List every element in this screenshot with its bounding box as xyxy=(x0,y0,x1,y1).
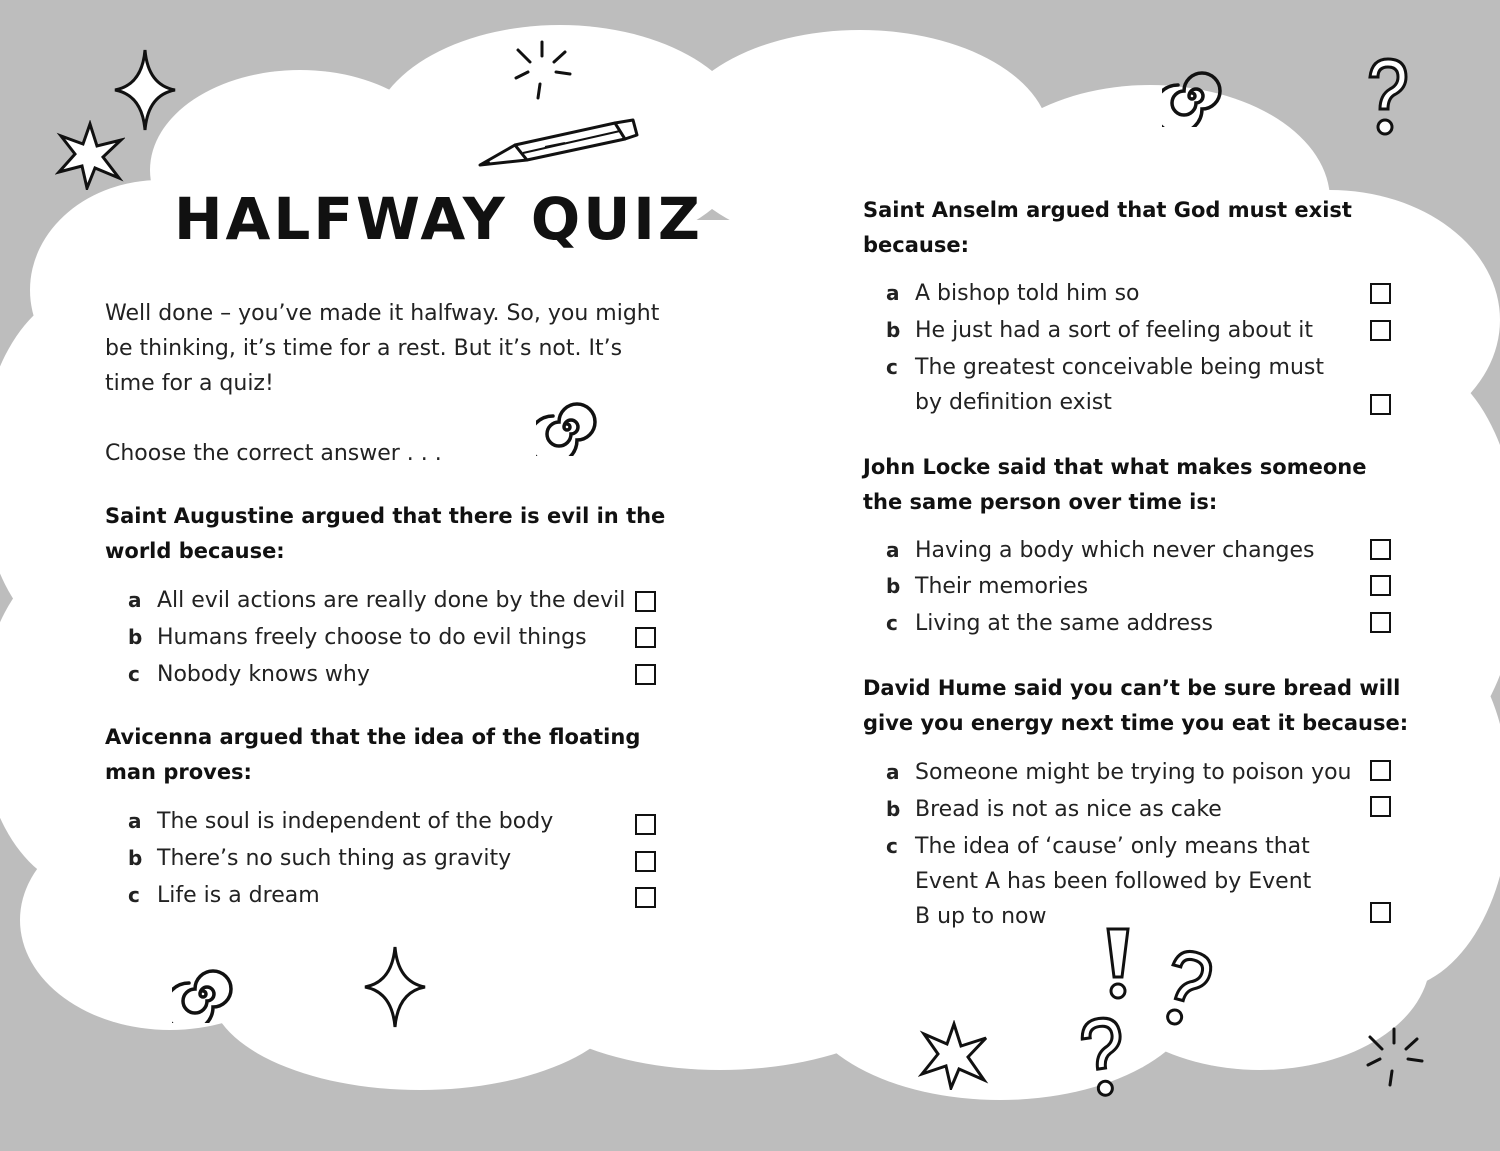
option-letter: b xyxy=(886,797,901,821)
spiral-icon xyxy=(536,398,598,456)
option-letter: c xyxy=(128,662,140,686)
option-text: A bishop told him so xyxy=(915,281,1140,306)
answer-checkbox[interactable] xyxy=(1370,796,1391,817)
exclamation-mark-icon xyxy=(1100,925,1136,1005)
answer-checkbox[interactable] xyxy=(1370,283,1391,304)
option-letter: b xyxy=(886,574,901,598)
answer-checkbox[interactable] xyxy=(635,591,656,612)
option-letter: c xyxy=(886,611,898,635)
option-text: All evil actions are really done by the devil xyxy=(157,588,626,613)
option-letter: a xyxy=(886,281,900,305)
spiral-icon xyxy=(1162,65,1222,127)
question-line: Saint Anselm argued that God must exist xyxy=(863,198,1352,222)
option-letter: a xyxy=(128,809,142,833)
answer-checkbox[interactable] xyxy=(635,887,656,908)
option-text: Living at the same address xyxy=(915,611,1213,636)
option-text: Humans freely choose to do evil things xyxy=(157,625,587,650)
answer-checkbox[interactable] xyxy=(1370,394,1391,415)
option-letter: a xyxy=(886,538,900,562)
question-line: Saint Augustine argued that there is evil in the xyxy=(105,504,666,528)
answer-checkbox[interactable] xyxy=(1370,320,1391,341)
answer-checkbox[interactable] xyxy=(635,664,656,685)
option-text: Bread is not as nice as cake xyxy=(915,797,1222,822)
question-line: give you energy next time you eat it because: xyxy=(863,711,1409,735)
question-heading xyxy=(863,450,1366,520)
answer-checkbox[interactable] xyxy=(1370,539,1391,560)
answer-checkbox[interactable] xyxy=(1370,612,1391,633)
intro-line: be thinking, it’s time for a rest. But it’s not. It’s xyxy=(105,336,623,361)
answer-checkbox[interactable] xyxy=(635,851,656,872)
question-mark-icon xyxy=(1360,55,1415,140)
option-letter: a xyxy=(886,760,900,784)
option-text: Nobody knows why xyxy=(157,662,370,687)
question-mark-icon xyxy=(1075,1012,1135,1102)
answer-checkbox[interactable] xyxy=(635,627,656,648)
intro-line: Well done – you’ve made it halfway. So, you might xyxy=(105,301,660,326)
question-heading xyxy=(863,193,1352,263)
burst-lines-icon xyxy=(1362,1025,1427,1090)
question-line: the same person over time is: xyxy=(863,490,1218,514)
question-line: because: xyxy=(863,233,969,257)
option-text: Their memories xyxy=(915,574,1089,599)
option-text: Event A has been followed by Event xyxy=(915,869,1312,894)
instruction-text: Choose the correct answer . . . xyxy=(105,441,442,466)
question-heading xyxy=(863,671,1408,741)
option-text: Life is a dream xyxy=(157,883,320,908)
option-text: The idea of ‘cause’ only means that xyxy=(915,834,1310,859)
answer-checkbox[interactable] xyxy=(1370,902,1391,923)
question-line: man proves: xyxy=(105,760,252,784)
page-title: HALFWAY QUIZ xyxy=(174,185,703,253)
option-text: B up to now xyxy=(915,904,1047,929)
option-letter: b xyxy=(128,846,143,870)
spiral-icon xyxy=(172,965,234,1023)
starburst-icon xyxy=(55,120,125,190)
option-text: He just had a sort of feeling about it xyxy=(915,318,1313,343)
pencil-icon xyxy=(475,115,645,175)
option-letter: c xyxy=(886,834,898,858)
question-heading xyxy=(105,499,665,569)
option-text: The greatest conceivable being must xyxy=(915,355,1325,380)
option-letter: b xyxy=(128,625,143,649)
option-letter: c xyxy=(886,355,898,379)
intro-text xyxy=(105,296,665,401)
question-heading xyxy=(105,720,640,790)
question-line: David Hume said you can’t be sure bread will xyxy=(863,676,1401,700)
answer-checkbox[interactable] xyxy=(1370,575,1391,596)
option-text: by definition exist xyxy=(915,390,1112,415)
question-line: world because: xyxy=(105,539,285,563)
sparkle-icon xyxy=(360,942,430,1032)
option-text: The soul is independent of the body xyxy=(157,809,554,834)
question-mark-icon xyxy=(1155,945,1217,1035)
answer-checkbox[interactable] xyxy=(635,814,656,835)
option-text: Someone might be trying to poison you xyxy=(915,760,1352,785)
question-line: Avicenna argued that the idea of the floating xyxy=(105,725,641,749)
intro-line: time for a quiz! xyxy=(105,371,274,396)
option-letter: c xyxy=(128,883,140,907)
option-text: There’s no such thing as gravity xyxy=(157,846,512,871)
option-text: Having a body which never changes xyxy=(915,538,1315,563)
answer-checkbox[interactable] xyxy=(1370,760,1391,781)
question-line: John Locke said that what makes someone xyxy=(863,455,1367,479)
burst-lines-icon xyxy=(510,38,575,103)
starburst-icon xyxy=(918,1020,990,1090)
option-letter: b xyxy=(886,318,901,342)
option-letter: a xyxy=(128,588,142,612)
